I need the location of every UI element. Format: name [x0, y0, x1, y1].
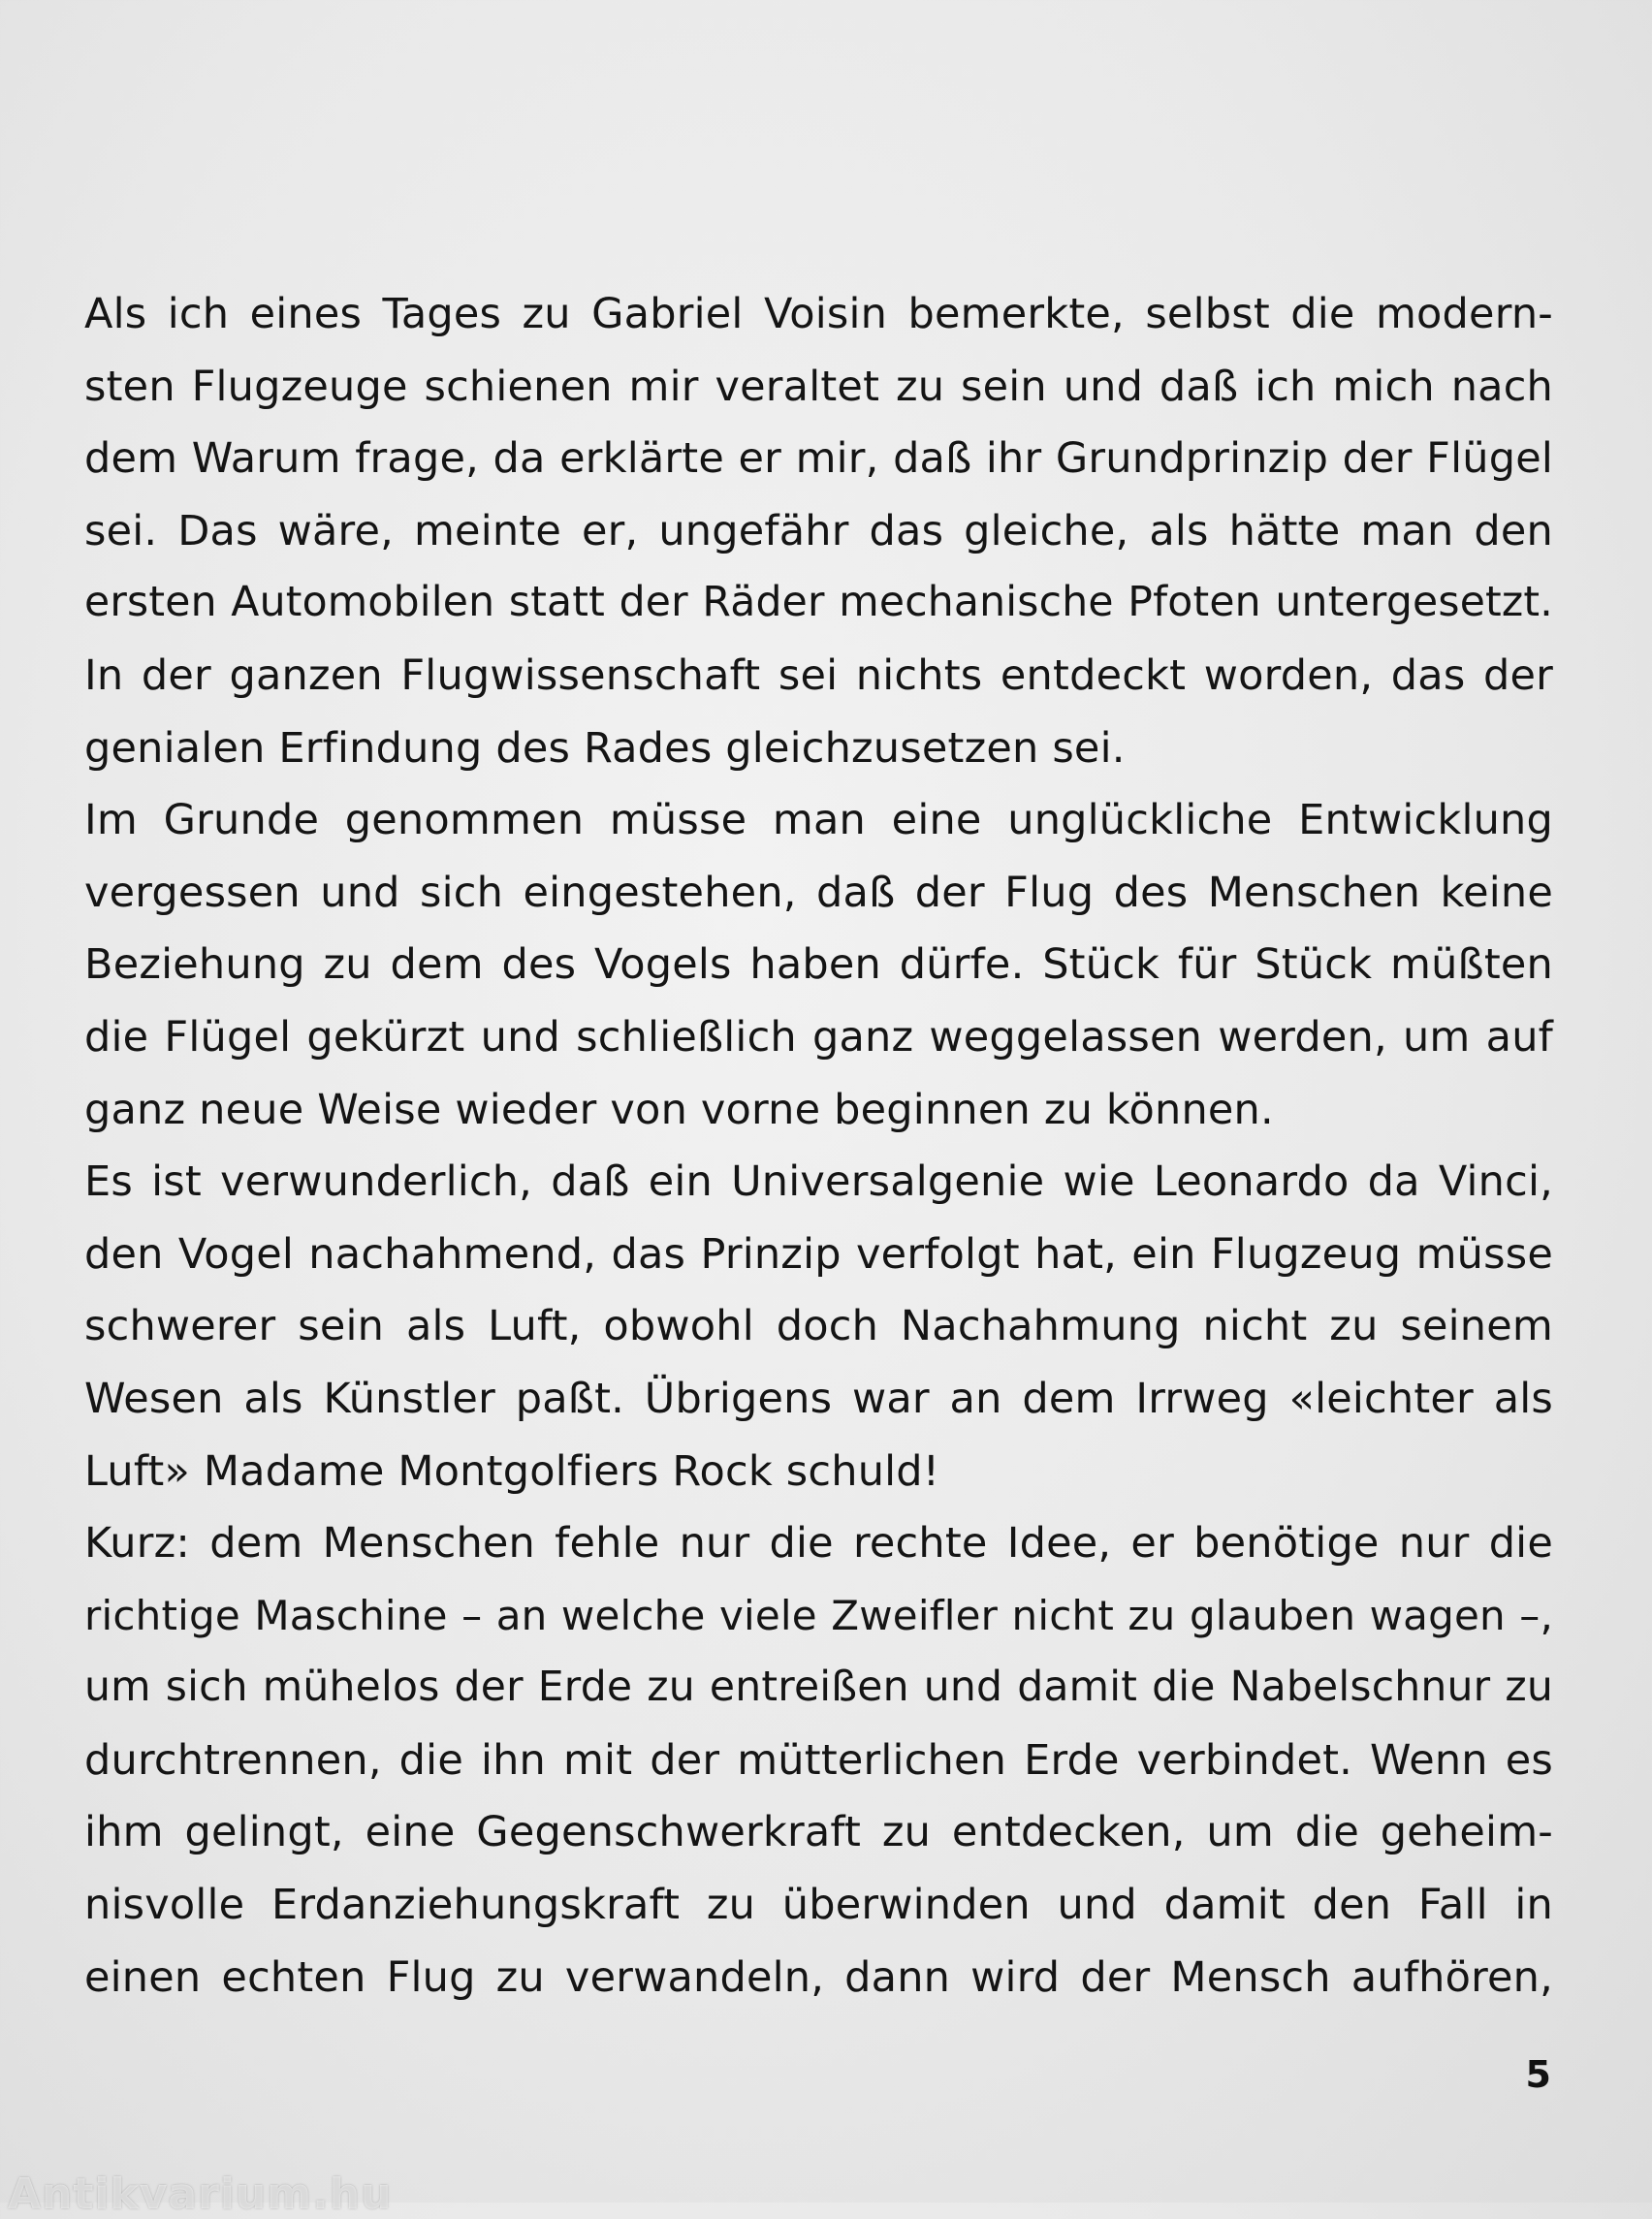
text-line-11: die Flügel gekürzt und schließlich ganz weggelassen werden, um auf	[84, 1012, 1553, 1062]
watermark: Antikvarium.hu	[8, 2170, 393, 2219]
text-line-24: einen echten Flug zu verwandeln, dann wird der Mensch aufhören,	[84, 1952, 1553, 2002]
text-line-7: genialen Erfindung des Rades gleichzusetzen sei.	[84, 723, 1126, 773]
text-line-10: Beziehung zu dem des Vogels haben dürfe. Stück für Stück müßten	[84, 940, 1553, 990]
text-line-4: sei. Das wäre, meinte er, ungefähr das gleiche, als hätte man den	[84, 506, 1553, 555]
text-line-17: Luft» Madame Montgolfiers Rock schuld!	[84, 1446, 940, 1496]
text-line-21: durchtrennen, die ihn mit der mütterlichen Erde verbindet. Wenn es	[84, 1735, 1553, 1785]
text-line-20: um sich mühelos der Erde zu entreißen und damit die Nabelschnur zu	[84, 1664, 1553, 1712]
text-line-13: Es ist verwunderlich, daß ein Universalgenie wie Leonardo da Vinci,	[84, 1157, 1553, 1207]
text-line-15: schwerer sein als Luft, obwohl doch Nachahmung nicht zu seinem	[84, 1302, 1553, 1351]
text-line-14: den Vogel nachahmend, das Prinzip verfolgt hat, ein Flugzeug müsse	[84, 1229, 1553, 1279]
text-line-16: Wesen als Künstler paßt. Übrigens war an dem Irrweg «leichter als	[84, 1374, 1553, 1423]
text-line-9: vergessen und sich eingestehen, daß der Flug des Menschen keine	[84, 868, 1553, 917]
text-line-22: ihm gelingt, eine Gegenschwerkraft zu entdecken, um die geheim-	[84, 1808, 1553, 1857]
text-line-8: Im Grunde genommen müsse man eine unglückliche Entwicklung	[84, 796, 1553, 845]
page-number: 5	[1525, 2053, 1551, 2096]
text-line-2: sten Flugzeuge schienen mir veraltet zu sein und daß ich mich nach	[84, 362, 1553, 411]
text-line-1: Als ich eines Tages zu Gabriel Voisin bemerkte, selbst die modern-	[84, 290, 1553, 338]
text-line-23: nisvolle Erdanziehungskraft zu überwinden und damit den Fall in	[84, 1881, 1553, 1930]
text-line-12: ganz neue Weise wieder von vorne beginnen zu können.	[84, 1085, 1274, 1134]
text-line-5: ersten Automobilen statt der Räder mechanische Pfoten untergesetzt.	[84, 579, 1553, 627]
text-line-3: dem Warum frage, da erklärte er mir, daß ihr Grundprinzip der Flügel	[84, 434, 1553, 484]
text-line-18: Kurz: dem Menschen fehle nur die rechte Idee, er benötige nur die	[84, 1519, 1553, 1569]
text-line-19: richtige Maschine – an welche viele Zweifler nicht zu glauben wagen –,	[84, 1591, 1553, 1639]
body-text	[84, 278, 1553, 2013]
text-line-6: In der ganzen Flugwissenschaft sei nichts entdeckt worden, das der	[84, 650, 1553, 700]
